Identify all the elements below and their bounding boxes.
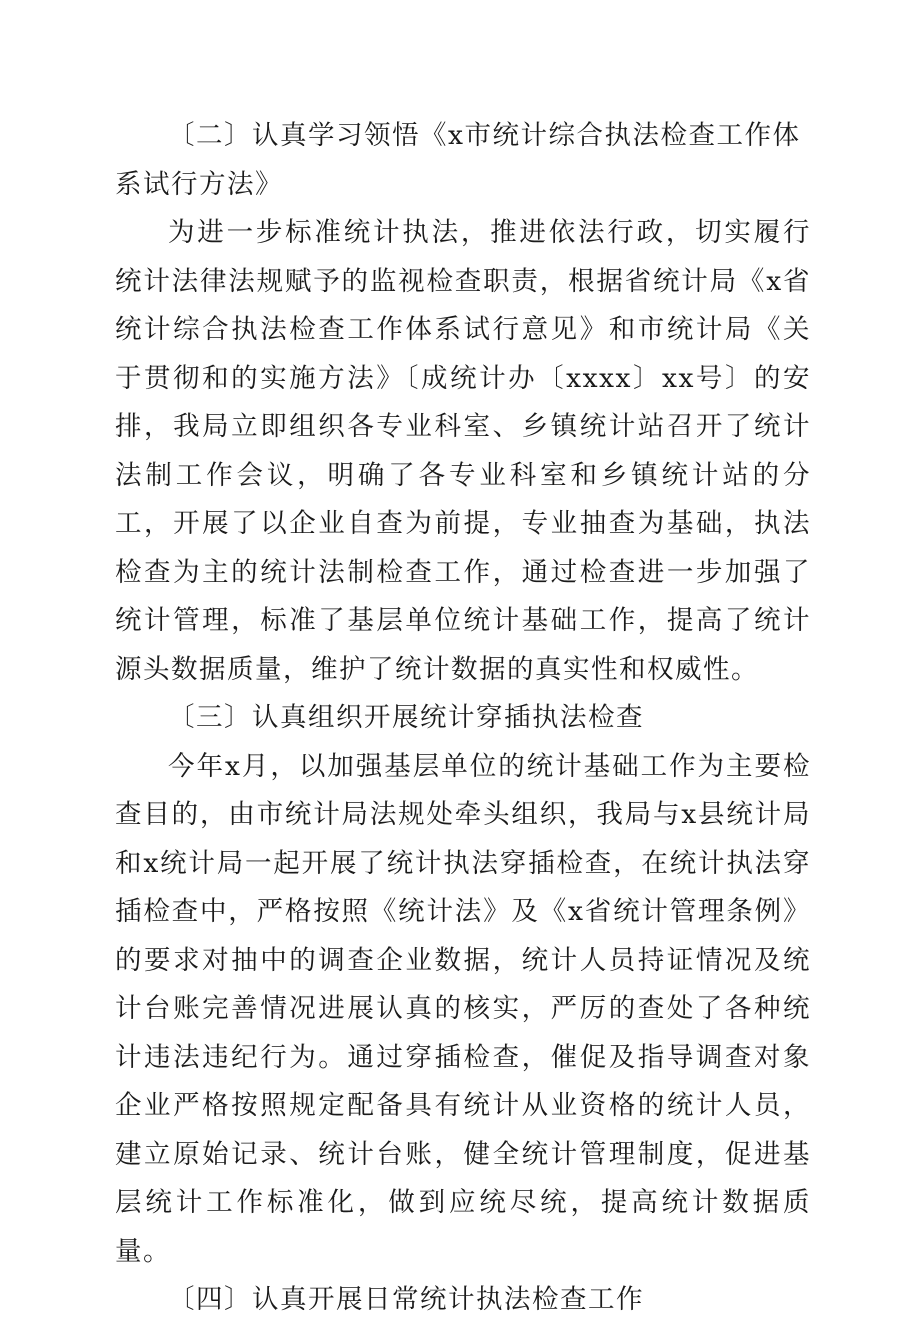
section-heading-2: 〔二〕认真学习领悟《x市统计综合执法检查工作体系试行方法》	[115, 120, 801, 200]
section-2-paragraph: 为进一步标准统计执法，推进依法行政，切实履行统计法律法规赋予的监视检查职责，根据省统计局《x省统计综合执法检查工作体系试行意见》和市统计局《关于贯彻和的实施方法》〔成统计办〔xxxx〕xx号〕的安排，我局立即组织各专业科室、乡镇统计站召开了统计法制工作会议，明确了各专业科室和乡镇统计站的分工，开展了以企业自查为前提，专业抽查为基础，执法检查为主的统计法制检查工作，通过检查进一步加强了统计管理，标准了基层单位统计基础工作，提高了统计源头数据质量，维护了统计数据的真实性和权威性。	[115, 217, 811, 685]
section-heading-3: 〔三〕认真组织开展统计穿插执法检查	[168, 702, 644, 733]
section-heading-4: 〔四〕认真开展日常统计执法检查工作	[168, 1284, 644, 1315]
document-body	[115, 112, 811, 1325]
section-3-paragraph: 今年x月，以加强基层单位的统计基础工作为主要检查目的，由市统计局法规处牵头组织，我局与x县统计局和x统计局一起开展了统计执法穿插检查，在统计执法穿插检查中，严格按照《统计法》及《x省统计管理条例》的要求对抽中的调查企业数据，统计人员持证情况及统计台账完善情况进展认真的核实，严厉的查处了各种统计违法违纪行为。通过穿插检查，催促及指导调查对象企业严格按照规定配备具有统计从业资格的统计人员，建立原始记录、统计台账，健全统计管理制度，促进基层统计工作标准化，做到应统尽统，提高统计数据质量。	[115, 750, 811, 1267]
